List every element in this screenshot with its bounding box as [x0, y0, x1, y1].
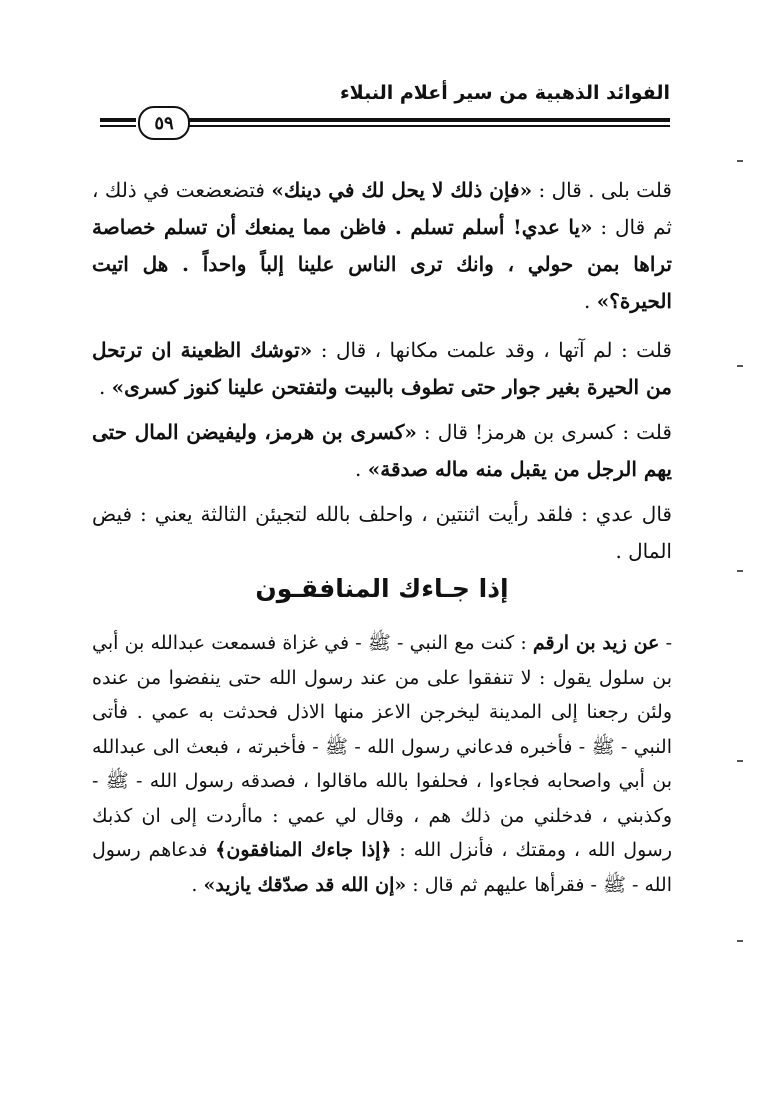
paragraph	[92, 414, 672, 488]
quoted-text: ﴿إذا جاءك المنافقون﴾	[215, 839, 392, 861]
paragraph	[92, 626, 672, 902]
main-text	[92, 172, 672, 582]
text-run: .	[355, 457, 368, 481]
margin-mark	[737, 760, 743, 762]
text-run: .	[584, 289, 597, 313]
quoted-text: «توشك الظعينة ان ترتحل من الحيرة بغير جوار حتى تطوف بالبيت ولتفتحن علينا كنوز كسرى»	[92, 338, 672, 399]
running-title: الفوائد الذهبية من سير أعلام النبلاء	[339, 82, 670, 104]
text-run: قلت بلى . قال :	[532, 178, 672, 202]
text-run: .	[98, 375, 112, 399]
page-header	[100, 82, 670, 142]
text-run: .	[191, 873, 204, 896]
margin-mark	[737, 570, 743, 572]
text-run: قلت : لم آتها ، وقد علمت مكانها ، قال :	[312, 338, 672, 362]
paragraph	[92, 332, 672, 406]
margin-mark	[737, 940, 743, 942]
paragraph	[92, 172, 672, 320]
page-number: ٥٩	[138, 106, 190, 140]
quoted-text: «فإن ذلك لا يحل لك في دينك»	[271, 178, 533, 202]
quoted-text: «إن الله قد صدّقك يازيد»	[203, 873, 407, 896]
quoted-text: «يا عدي! أسلم تسلم . فاظن مما يمنعك أن تسلم خصاصة تراها بمن حولي ، وانك ترى الناس علينا إلباً واحداً . هل اتيت الحيرة؟»	[92, 215, 672, 313]
text-run: فدعاهم رسول الله - ﷺ - فقرأها عليهم ثم قال :	[92, 839, 672, 896]
text-run: فتضعضعت في ذلك ، ثم قال :	[92, 178, 672, 239]
text-run: -	[659, 632, 672, 654]
paragraph	[92, 496, 672, 570]
quoted-text: عن زيد بن ارقم	[532, 632, 660, 654]
quoted-text: «كسرى بن هرمز، وليفيضن المال حتى يهم الرجل من يقبل منه ماله صدقة»	[92, 420, 672, 481]
section-text	[92, 626, 672, 914]
section-heading: إذا جـاءك المنافقـون	[255, 574, 509, 603]
margin-mark	[737, 365, 743, 367]
margin-mark	[737, 160, 743, 162]
text-run: قال عدي : فلقد رأيت اثنتين ، واحلف بالله لتجيئن الثالثة يعني : فيض المال .	[92, 502, 672, 563]
text-run: : كنت مع النبي - ﷺ - في غزاة فسمعت عبدالله بن أبي بن سلول يقول : لا تنفقوا على من عند رسول الله حتى ينفضوا من عنده ولئن رجعنا إلى المدينة ليخرجن الاعز منها الاذل فحدثت به عمي . فأتى النبي - ﷺ - فأخبره فدعاني رسول الله - ﷺ - فأخبرته ، فبعث الى عبدالله بن أبي واصحابه فجاءوا ، فحلفوا بالله ماقالوا ، فصدقه رسول الله - ﷺ - وكذبني ، فدخلني من ذلك هم ، وقال لي عمي : ماأردت إلى ان كذبك رسول الله ، ومقتك ، فأنزل الله :	[92, 632, 673, 861]
text-run: قلت : كسرى بن هرمز! قال :	[416, 420, 672, 444]
